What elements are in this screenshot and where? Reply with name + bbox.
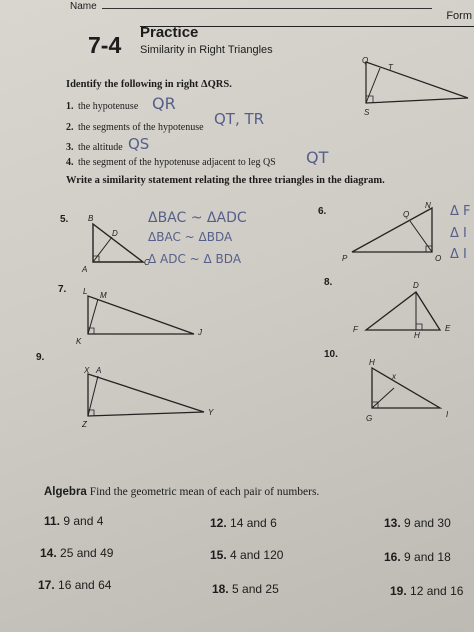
problem-9-number: 9. <box>36 352 45 363</box>
vertex-label-t: T <box>388 63 393 72</box>
lesson-subtitle: Similarity in Right Triangles <box>140 44 273 56</box>
gm-text: 25 and 49 <box>60 546 114 560</box>
triangle-qrs-diagram <box>360 60 474 110</box>
p5-answer-3: Δ ADC ~ Δ BDA <box>148 252 242 266</box>
item-text: the segments of the hypotenuse <box>78 122 204 133</box>
answer-2: QT, TR <box>214 110 265 128</box>
p10-label-h: H <box>369 358 375 367</box>
gm-text: 9 and 18 <box>404 550 451 564</box>
gm-item-12 <box>210 516 277 530</box>
item-text: the altitude <box>78 142 123 153</box>
answer-4: QT <box>306 148 329 167</box>
gm-number: 19. <box>390 584 407 598</box>
gm-text: 16 and 64 <box>58 578 112 592</box>
lesson-number: 7-4 <box>88 32 122 58</box>
item-number: 2. <box>66 122 74 133</box>
gm-number: 18. <box>212 582 229 596</box>
problem-8-number: 8. <box>324 277 333 288</box>
p6-label-n: N <box>425 201 431 210</box>
p8-label-h: H <box>414 331 420 340</box>
gm-item-13 <box>384 516 451 530</box>
p9-label-x: X <box>84 366 90 375</box>
name-label: Name <box>70 1 97 12</box>
gm-text: 12 and 16 <box>410 584 464 598</box>
answer-3: QS <box>128 135 150 153</box>
gm-item-15 <box>210 548 283 562</box>
vertex-label-s: S <box>364 108 370 117</box>
p5-answer-2: ΔBAC ~ ΔBDA <box>148 230 233 244</box>
identify-item-3 <box>66 142 123 153</box>
gm-number: 14. <box>40 546 57 560</box>
gm-number: 17. <box>38 578 55 592</box>
vertex-label-q: Q <box>362 56 369 65</box>
identify-heading: Identify the following in right ΔQRS. <box>66 79 232 90</box>
item-text: the segment of the hypotenuse adjacent to leg QS <box>78 157 276 168</box>
p5-label-c: C <box>144 258 150 267</box>
p7-label-m: M <box>100 291 107 300</box>
problem-10-diagram <box>368 366 444 412</box>
p6-label-p: P <box>342 254 348 263</box>
problem-6-diagram <box>350 206 438 258</box>
gm-text: 5 and 25 <box>232 582 279 596</box>
p5-label-a: A <box>82 265 88 274</box>
problem-5-number: 5. <box>60 214 69 225</box>
problem-5-diagram <box>90 222 146 266</box>
p6-answer-2: Δ I <box>450 226 467 241</box>
p9-label-y: Y <box>208 408 214 417</box>
gm-text: 14 and 6 <box>230 516 277 530</box>
p5-answer-1: ΔBAC ~ ΔADC <box>148 210 247 226</box>
problem-10-number: 10. <box>324 349 338 360</box>
algebra-heading-bold: Algebra <box>44 486 87 498</box>
lesson-title: Practice <box>140 24 199 41</box>
p5-label-b: B <box>88 214 94 223</box>
gm-text: 4 and 120 <box>230 548 284 562</box>
p10-label-x: x <box>392 372 396 381</box>
p6-answer-1: Δ F <box>450 204 471 219</box>
identify-item-4 <box>66 157 276 168</box>
p6-label-q: Q <box>403 210 410 219</box>
gm-item-14 <box>40 546 113 560</box>
p9-label-z: Z <box>82 420 87 429</box>
problem-7-diagram <box>84 294 198 340</box>
answer-1: QR <box>152 94 176 113</box>
gm-number: 16. <box>384 550 401 564</box>
p8-label-d: D <box>413 281 419 290</box>
p6-answer-3: Δ I <box>450 247 467 262</box>
gm-number: 13. <box>384 516 401 530</box>
p9-label-a: A <box>96 366 102 375</box>
form-label: Form <box>446 10 472 22</box>
p7-label-j: J <box>198 328 202 337</box>
similarity-heading: Write a similarity statement relating the three triangles in the diagram. <box>66 175 385 186</box>
p6-label-o: O <box>435 254 442 263</box>
p7-label-l: L <box>83 287 88 296</box>
p10-label-g: G <box>366 414 373 423</box>
p8-label-e: E <box>445 324 451 333</box>
problem-9-diagram <box>84 372 208 422</box>
name-line <box>102 8 432 9</box>
problem-8-diagram <box>360 290 444 336</box>
algebra-heading-text: Find the geometric mean of each pair of numbers. <box>89 486 320 498</box>
problem-7-number: 7. <box>58 284 67 295</box>
gm-item-16 <box>384 550 451 564</box>
item-number: 1. <box>66 101 74 112</box>
gm-item-18 <box>212 582 279 596</box>
gm-item-19 <box>390 584 463 598</box>
gm-number: 12. <box>210 516 227 530</box>
item-text: the hypotenuse <box>78 101 139 112</box>
item-number: 4. <box>66 157 74 168</box>
gm-item-11 <box>44 514 103 528</box>
p5-label-d: D <box>112 229 118 238</box>
gm-number: 15. <box>210 548 227 562</box>
p10-label-i: I <box>446 410 449 419</box>
p7-label-k: K <box>76 337 82 346</box>
identify-item-1 <box>66 101 138 112</box>
gm-number: 11. <box>44 514 61 528</box>
gm-text: 9 and 4 <box>63 514 104 528</box>
item-number: 3. <box>66 142 74 153</box>
problem-6-number: 6. <box>318 206 327 217</box>
gm-item-17 <box>38 578 111 592</box>
identify-item-2 <box>66 122 204 133</box>
algebra-heading <box>44 486 319 498</box>
p8-label-f: F <box>353 325 358 334</box>
gm-text: 9 and 30 <box>404 516 451 530</box>
